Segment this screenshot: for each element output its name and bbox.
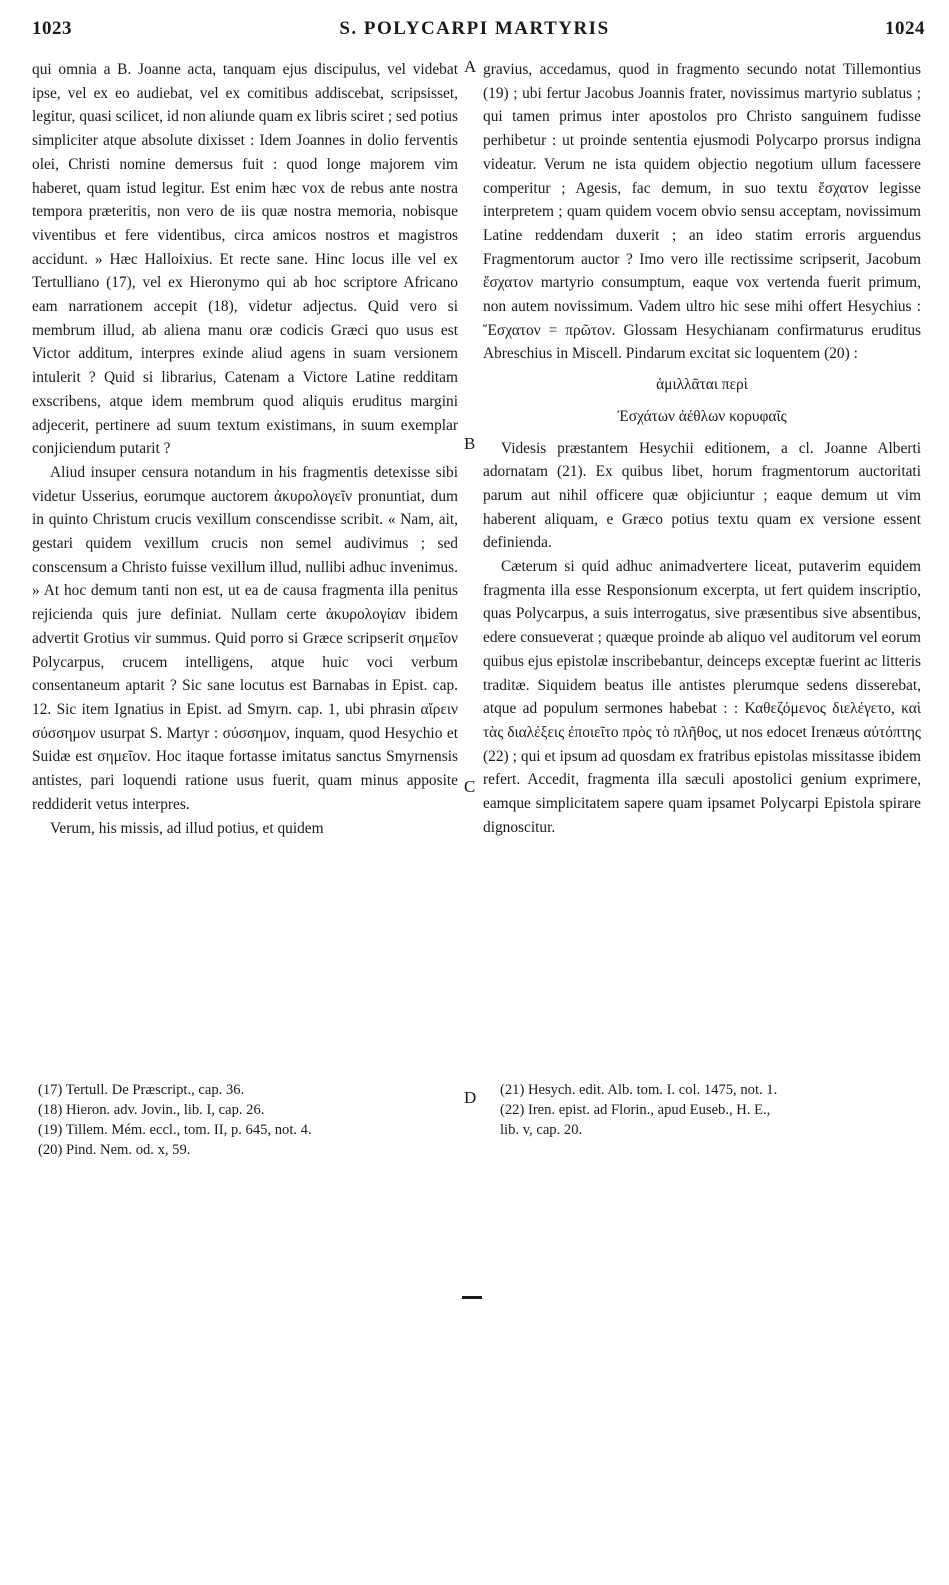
page-number-right: 1024: [885, 18, 925, 39]
footnote-19: (19) Tillem. Mém. eccl., tom. II, p. 645, not. 4.: [38, 1122, 312, 1138]
margin-marker-c: C: [464, 777, 476, 796]
right-paragraph-2: Videsis præstantem Hesychii editionem, a cl. Joanne Alberti adornatam (21). Ex quibus libet, horum fragmentorum auctoritati parum aut nihil officere quæ objiciuntur ; eaque demum ut vim haberent aliquam, e Græco potius textu quam ex versione essent definienda.: [483, 439, 921, 552]
left-paragraph-3: Verum, his missis, ad illud potius, et quidem: [50, 819, 324, 837]
margin-marker-d: D: [464, 1088, 477, 1107]
page-number-left: 1023: [32, 18, 72, 39]
right-paragraph-3: Cæterum si quid adhuc animadvertere liceat, putaverim equidem fragmenta illa esse Responsionum excerpta, ut fert quidem inscriptio, quas Polycarpus, a suis interrogatus, sive præsentibus sive absentibus, edere consueverat ; quæque proinde ab aliquo vel auditorum vel eorum quibus ejus epistolæ inscribebantur, deinceps exceptæ fuerint ac litteris traditæ. Siquidem beatus ille antistes plerumque sedens disserebat, atque ad populum sermones habebat : : Καθεζόμενος διελέγετο, καὶ τὰς διαλέξεις ἐποιεῖτο πρὸς τὸ πλῆθος, ut nos edocet Irenæus αὐτόπτης (22) ; qui et ipsum ad quosdam ex fratribus epistolas missitasse ibidem refert. Accedit, fragmenta illa sæculi apostolici genium exprimere, eamque simplicitatem sapere quam ipsamet Polycarpi Epistola spirare dignoscitur.: [483, 558, 921, 836]
footnote-22-continued: lib. v, cap. 20.: [500, 1122, 583, 1138]
footnote-17: (17) Tertull. De Præscript., cap. 36.: [38, 1082, 245, 1098]
greek-quote-line-2: Ἐσχάτων ἀέθλων κορυφαῖς: [617, 407, 787, 425]
footnotes-right: [500, 1080, 920, 1140]
greek-quote-line-1: ἁμιλλᾶται περὶ: [656, 376, 748, 394]
footnote-21: (21) Hesych. edit. Alb. tom. I. col. 1475, not. 1.: [500, 1082, 778, 1098]
footnote-20: (20) Pind. Nem. od. x, 59.: [38, 1142, 191, 1158]
page-end-rule: [462, 1296, 482, 1299]
left-paragraph-2: Aliud insuper censura notandum in his fragmentis detexisse sibi videtur Usserius, eorumque auctorem ἀκυρολογεῖν pronuntiat, dum in quinto Christum crucis vexillum conscendisse scribit. « Nam, ait, gestari quidem vexillum crucis non semel audivimus ; sed conscensum a Christo fuisse vexillum illud, nullibi adhuc invenimus. » At hoc demum tanti non est, ut ea de causa fragmenta illa penitus rejicienda quis jure definiat. Nullam certe ἀκυρολογίαν ibidem advertit Grotius vir summus. Quid porro si Græce scripserit σημεῖον Polycarpus, crucem intelligens, atque huic voci verbum consentaneum aptarit ? Sic sane locutus est Barnabas in Epist. cap. 12. Sic item Ignatius in Epist. ad Smyrn. cap. 1, ubi phrasin αἴρειν σύσσημον usurpat S. Martyr : σύσσημον, inquam, quod Hesychio et Suidæ est σημεῖον. Hoc itaque fortasse imitatus sanctus Smyrnensis antistes, pari loquendi ratione usus fuerit, quam minus apposite reddiderit vetus interpres.: [32, 463, 458, 813]
footnote-18: (18) Hieron. adv. Jovin., lib. I, cap. 26.: [38, 1102, 265, 1118]
footnote-22: (22) Iren. epist. ad Florin., apud Euseb., H. E.,: [500, 1102, 771, 1118]
left-column: [32, 58, 458, 840]
margin-marker-b: B: [464, 434, 476, 453]
margin-marker-a: A: [464, 57, 477, 76]
right-column: [483, 58, 921, 840]
footnotes-left: [38, 1080, 458, 1160]
running-title: S. POLYCARPI MARTYRIS: [339, 18, 610, 39]
left-paragraph-1: qui omnia a B. Joanne acta, tanquam ejus discipulus, vel videbat ipse, vel ex eo audiebat, vel ex comitibus addiscebat, scripsisset, legitur, quasi scilicet, id non aliunde quam ex libris sciret ; sed potius simpliciter atque absolute dixisset : Idem Joannes in dolio ferventis olei, Christi nomine demersus fuit : quod longe majorem vim haberet, quam istud legitur. Est enim hæc vox de rebus ante nostra tempora præteritis, non vero de iis quæ nostra memoria, nobisque viventibus et fere videntibus, circa amicos nostros et magistros accidunt. » Hæc Halloixius. Et recte sane. Hinc locus ille vel ex Tertulliano (17), vel ex Hieronymo qui ab hoc scriptore Africano eam narrationem accepit (18), videtur adjectus. Quid vero si membrum illud, ab aliena manu oræ codicis Græci quo usus est Victor additum, interpres exinde aliud agens in suam versionem intulerit ? Quid si librarius, Catenam a Victore Latine redditam exscribens, atque idem membrum quod aliquis eruditus margini adjecerit, pertinere ad suum textum existimans, in suum exemplar conjiciendum putarit ?: [32, 61, 458, 458]
right-paragraph-1: gravius, accedamus, quod in fragmento secundo notat Tillemontius (19) ; ubi fertur Jacobus Joannis frater, novissimus martyrio sublatus ; qui tamen primus inter apostolos pro Christo sanguinem fudisse perhibetur : ut proinde sententia ejusmodi Polycarpo prorsus indigna videatur. Verum ne ista quidem objectio negotium ullum facessere comperitur ; Agesis, fac demum, in suo textu ἔσχατον legisse interpretem ; quam quidem vocem obvio sensu acceptam, novissimum Latine reddendam duxerit ; an ideo statim erroris arguendus Fragmentorum auctor ? Imo vero ille rectissime scripserit, Jacobum ἔσχατον martyrio consumptum, eaque vox vertenda fuerit primum, non autem novissimum. Vadem ultro hic sese mihi offert Hesychius : Ἔσχατον = πρῶτον. Glossam Hesychianam confirmaturus eruditus Abreschius in Miscell. Pindarum excitat sic loquentem (20) :: [483, 61, 921, 363]
